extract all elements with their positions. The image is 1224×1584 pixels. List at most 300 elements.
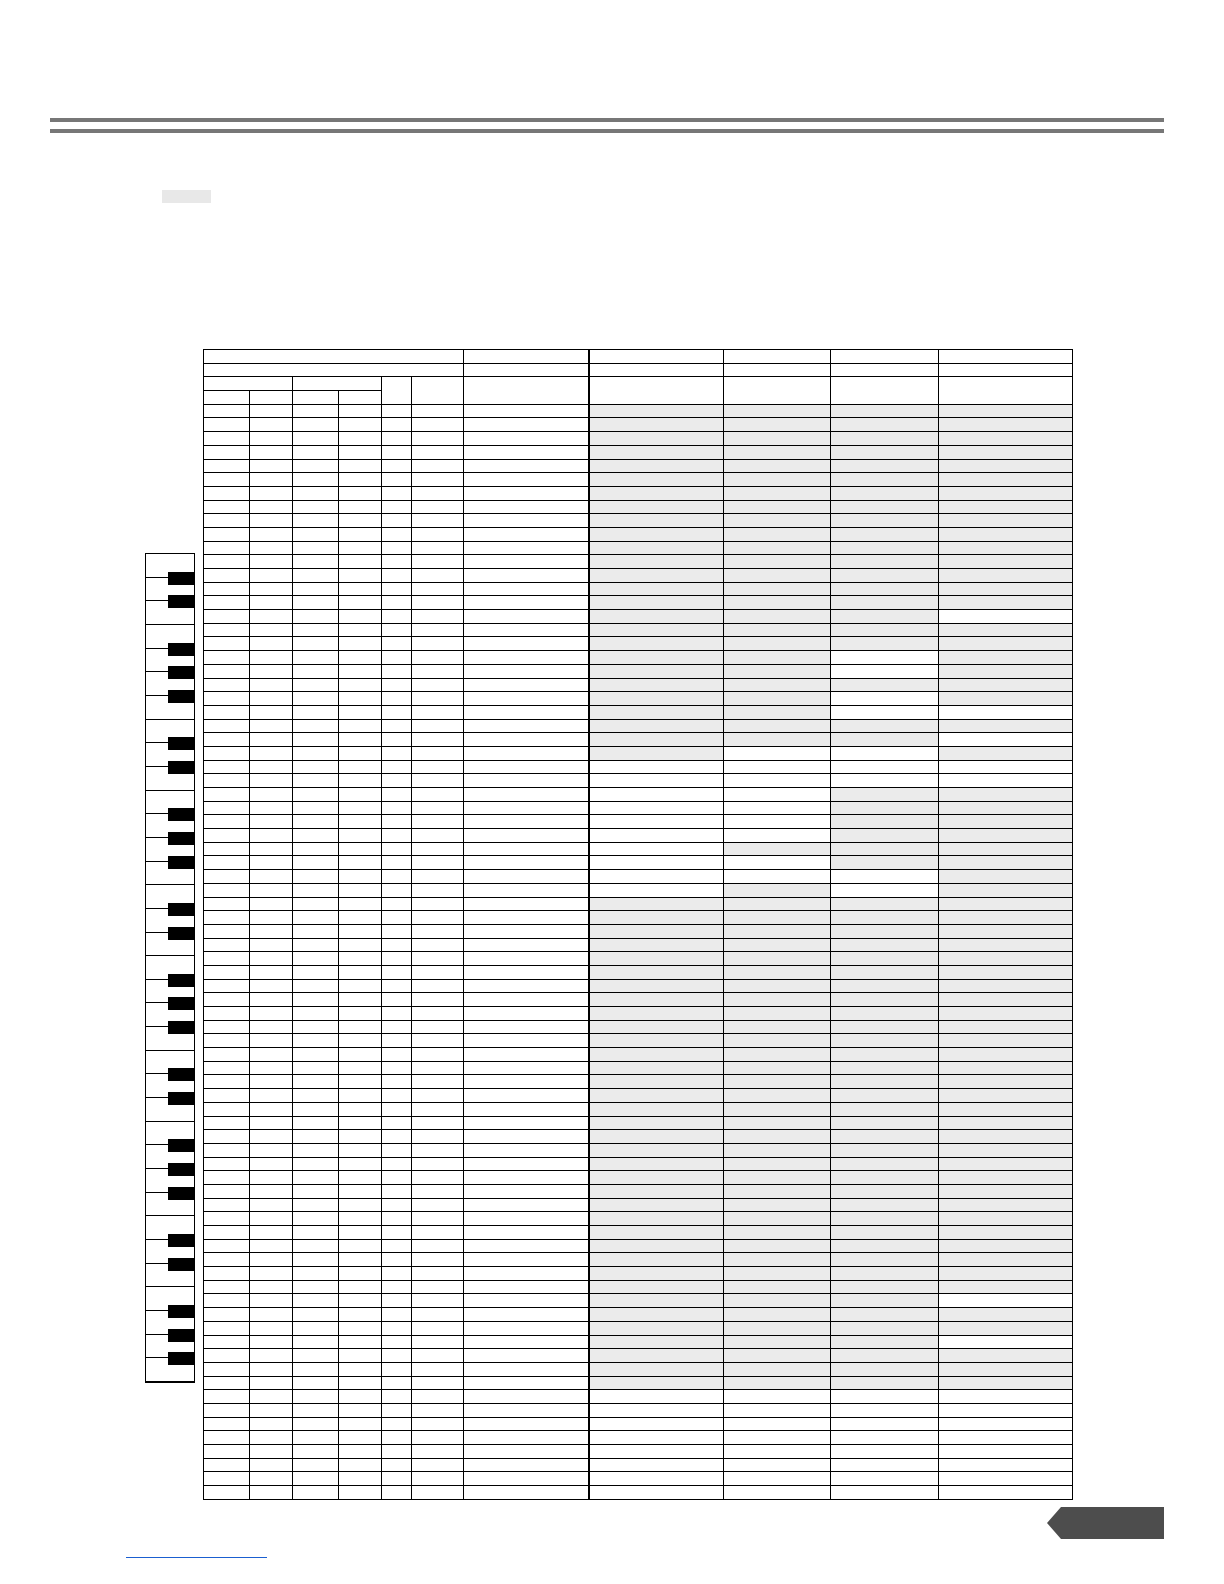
table-cell: [939, 1130, 1073, 1144]
table-cell: [412, 870, 464, 884]
header-rule-top: [50, 118, 1164, 122]
table-cell: [293, 1143, 339, 1157]
table-cell: [412, 1198, 464, 1212]
table-cell: [589, 445, 724, 459]
table-cell: [939, 897, 1073, 911]
table-cell: [293, 1061, 339, 1075]
table-cell: [831, 1143, 939, 1157]
table-row: [204, 842, 1073, 856]
table-row: [204, 1417, 1073, 1431]
table-cell: [293, 1280, 339, 1294]
table-row: [204, 1034, 1073, 1048]
table-cell: [724, 1445, 831, 1459]
table-cell: [589, 870, 724, 884]
black-key: [168, 974, 194, 987]
black-key: [168, 808, 194, 821]
table-cell: [339, 1061, 382, 1075]
table-cell: [250, 1061, 293, 1075]
table-cell: [464, 350, 589, 364]
table-cell: [464, 952, 589, 966]
table-cell: [382, 1184, 412, 1198]
table-cell: [724, 1390, 831, 1404]
table-cell: [293, 637, 339, 651]
table-cell: [250, 1376, 293, 1390]
table-row: [204, 1102, 1073, 1116]
table-cell: [589, 1143, 724, 1157]
table-cell: [939, 1376, 1073, 1390]
table-cell: [339, 514, 382, 528]
table-cell: [250, 1321, 293, 1335]
table-cell: [724, 1007, 831, 1021]
table-row: [204, 404, 1073, 418]
table-cell: [339, 1431, 382, 1445]
table-cell: [382, 1280, 412, 1294]
table-cell: [464, 1267, 589, 1281]
table-cell: [831, 760, 939, 774]
table-row: [204, 377, 1073, 391]
table-cell: [589, 418, 724, 432]
table-cell: [464, 774, 589, 788]
table-cell: [412, 1143, 464, 1157]
table-cell: [831, 1267, 939, 1281]
table-cell: [831, 829, 939, 843]
table-cell: [724, 883, 831, 897]
table-cell: [204, 1321, 250, 1335]
table-cell: [589, 760, 724, 774]
table-cell: [339, 1294, 382, 1308]
table-cell: [724, 719, 831, 733]
table-cell: [831, 473, 939, 487]
table-cell: [339, 1048, 382, 1062]
table-cell: [339, 637, 382, 651]
table-cell: [204, 582, 250, 596]
table-cell: [293, 705, 339, 719]
table-cell: [339, 1321, 382, 1335]
table-cell: [589, 829, 724, 843]
table-cell: [382, 1034, 412, 1048]
table-cell: [412, 1417, 464, 1431]
table-cell: [412, 1048, 464, 1062]
table-row: [204, 1390, 1073, 1404]
black-key: [168, 595, 194, 608]
table-row: [204, 555, 1073, 569]
table-cell: [831, 965, 939, 979]
table-cell: [382, 1102, 412, 1116]
table-cell: [589, 883, 724, 897]
table-row: [204, 1253, 1073, 1267]
table-cell: [412, 637, 464, 651]
table-cell: [293, 1075, 339, 1089]
table-cell: [382, 1335, 412, 1349]
table-cell: [382, 733, 412, 747]
table-cell: [204, 445, 250, 459]
table-cell: [204, 1349, 250, 1363]
table-cell: [339, 1267, 382, 1281]
table-cell: [204, 788, 250, 802]
table-cell: [204, 801, 250, 815]
table-cell: [382, 897, 412, 911]
table-cell: [831, 610, 939, 624]
table-cell: [939, 1061, 1073, 1075]
table-cell: [939, 1184, 1073, 1198]
table-cell: [831, 993, 939, 1007]
table-cell: [250, 514, 293, 528]
table-cell: [382, 1075, 412, 1089]
table-row: [204, 486, 1073, 500]
table-cell: [339, 979, 382, 993]
table-cell: [293, 719, 339, 733]
table-cell: [293, 1472, 339, 1486]
table-cell: [589, 678, 724, 692]
table-cell: [382, 500, 412, 514]
table-cell: [589, 610, 724, 624]
table-cell: [724, 1362, 831, 1376]
table-cell: [293, 692, 339, 706]
footer-link[interactable]: [126, 1557, 267, 1558]
table-cell: [412, 610, 464, 624]
table-row: [204, 883, 1073, 897]
table-row: [204, 952, 1073, 966]
table-cell: [589, 1212, 724, 1226]
table-row: [204, 1376, 1073, 1390]
table-cell: [412, 541, 464, 555]
table-cell: [589, 1472, 724, 1486]
table-cell: [382, 829, 412, 843]
table-cell: [724, 555, 831, 569]
table-cell: [831, 1226, 939, 1240]
table-cell: [589, 1390, 724, 1404]
table-row: [204, 993, 1073, 1007]
table-cell: [250, 788, 293, 802]
table-cell: [204, 527, 250, 541]
table-cell: [939, 883, 1073, 897]
table-cell: [831, 870, 939, 884]
table-cell: [382, 856, 412, 870]
table-row: [204, 596, 1073, 610]
table-cell: [939, 1075, 1073, 1089]
table-cell: [412, 1171, 464, 1185]
table-cell: [464, 979, 589, 993]
table-cell: [831, 363, 939, 377]
table-cell: [204, 815, 250, 829]
table-cell: [831, 445, 939, 459]
table-cell: [831, 952, 939, 966]
table-cell: [204, 883, 250, 897]
table-cell: [831, 938, 939, 952]
table-cell: [250, 1102, 293, 1116]
table-cell: [293, 1226, 339, 1240]
table-cell: [464, 363, 589, 377]
table-cell: [724, 705, 831, 719]
table-cell: [382, 623, 412, 637]
table-cell: [724, 1020, 831, 1034]
table-row: [204, 774, 1073, 788]
table-cell: [464, 1048, 589, 1062]
table-cell: [724, 1253, 831, 1267]
table-cell: [293, 1294, 339, 1308]
table-cell: [382, 1253, 412, 1267]
table-cell: [412, 1253, 464, 1267]
table-cell: [204, 363, 464, 377]
table-cell: [831, 582, 939, 596]
table-cell: [250, 1226, 293, 1240]
table-cell: [589, 569, 724, 583]
table-cell: [382, 1294, 412, 1308]
table-cell: [831, 596, 939, 610]
table-cell: [412, 938, 464, 952]
table-cell: [939, 678, 1073, 692]
table-cell: [724, 1472, 831, 1486]
table-cell: [831, 1417, 939, 1431]
table-cell: [464, 897, 589, 911]
table-cell: [204, 692, 250, 706]
black-key: [168, 856, 194, 869]
table-cell: [293, 1007, 339, 1021]
table-cell: [412, 1020, 464, 1034]
table-cell: [589, 377, 724, 404]
table-cell: [412, 678, 464, 692]
table-row: [204, 1294, 1073, 1308]
table-cell: [250, 965, 293, 979]
table-cell: [339, 1102, 382, 1116]
table-cell: [831, 1089, 939, 1103]
table-cell: [939, 1321, 1073, 1335]
table-row: [204, 363, 1073, 377]
table-cell: [293, 623, 339, 637]
table-cell: [382, 664, 412, 678]
table-cell: [412, 733, 464, 747]
table-row: [204, 1267, 1073, 1281]
table-cell: [724, 1417, 831, 1431]
table-cell: [204, 1458, 250, 1472]
table-cell: [724, 965, 831, 979]
table-cell: [293, 1267, 339, 1281]
table-cell: [293, 1458, 339, 1472]
table-cell: [204, 1486, 250, 1500]
table-cell: [382, 1321, 412, 1335]
table-cell: [464, 856, 589, 870]
table-cell: [464, 664, 589, 678]
table-cell: [939, 432, 1073, 446]
table-cell: [382, 1212, 412, 1226]
table-cell: [412, 1486, 464, 1500]
table-cell: [464, 815, 589, 829]
table-row: [204, 1403, 1073, 1417]
table-row: [204, 801, 1073, 815]
table-cell: [939, 924, 1073, 938]
table-cell: [204, 1048, 250, 1062]
table-cell: [412, 432, 464, 446]
table-cell: [589, 350, 724, 364]
table-cell: [724, 459, 831, 473]
table-cell: [382, 582, 412, 596]
table-cell: [204, 637, 250, 651]
table-cell: [204, 555, 250, 569]
table-cell: [724, 979, 831, 993]
table-cell: [339, 500, 382, 514]
table-cell: [382, 1349, 412, 1363]
table-cell: [724, 1171, 831, 1185]
table-cell: [293, 746, 339, 760]
table-cell: [250, 692, 293, 706]
table-cell: [464, 1089, 589, 1103]
table-cell: [939, 993, 1073, 1007]
table-cell: [412, 1075, 464, 1089]
table-cell: [204, 678, 250, 692]
table-cell: [339, 1198, 382, 1212]
table-cell: [589, 1184, 724, 1198]
table-cell: [724, 610, 831, 624]
table-cell: [339, 527, 382, 541]
table-cell: [589, 1458, 724, 1472]
table-row: [204, 1445, 1073, 1459]
table-cell: [589, 527, 724, 541]
table-cell: [412, 404, 464, 418]
table-cell: [204, 664, 250, 678]
table-cell: [939, 1157, 1073, 1171]
table-row: [204, 1486, 1073, 1500]
table-cell: [831, 856, 939, 870]
table-cell: [464, 1253, 589, 1267]
table-cell: [293, 965, 339, 979]
table-cell: [464, 1445, 589, 1459]
table-cell: [339, 1143, 382, 1157]
table-cell: [464, 1486, 589, 1500]
table-cell: [412, 1280, 464, 1294]
table-cell: [412, 801, 464, 815]
table-cell: [382, 596, 412, 610]
table-cell: [412, 1294, 464, 1308]
table-row: [204, 473, 1073, 487]
table-cell: [204, 1431, 250, 1445]
table-cell: [831, 1034, 939, 1048]
table-cell: [382, 938, 412, 952]
table-cell: [382, 541, 412, 555]
table-cell: [589, 541, 724, 555]
table-cell: [464, 911, 589, 925]
table-cell: [339, 459, 382, 473]
table-cell: [939, 1253, 1073, 1267]
table-cell: [724, 952, 831, 966]
table-cell: [293, 938, 339, 952]
table-cell: [339, 692, 382, 706]
table-cell: [293, 1390, 339, 1404]
table-cell: [464, 1239, 589, 1253]
table-cell: [724, 897, 831, 911]
table-row: [204, 459, 1073, 473]
table-cell: [939, 1403, 1073, 1417]
table-cell: [250, 1130, 293, 1144]
table-cell: [382, 760, 412, 774]
table-cell: [250, 555, 293, 569]
table-cell: [589, 733, 724, 747]
table-row: [204, 746, 1073, 760]
table-cell: [339, 788, 382, 802]
table-cell: [589, 842, 724, 856]
table-cell: [339, 1212, 382, 1226]
table-cell: [382, 801, 412, 815]
table-cell: [204, 377, 293, 391]
table-cell: [204, 952, 250, 966]
table-cell: [589, 486, 724, 500]
table-cell: [339, 938, 382, 952]
table-cell: [464, 418, 589, 432]
table-cell: [339, 965, 382, 979]
table-cell: [464, 705, 589, 719]
table-row: [204, 350, 1073, 364]
table-cell: [382, 883, 412, 897]
table-cell: [589, 473, 724, 487]
table-cell: [831, 1253, 939, 1267]
table-cell: [382, 1458, 412, 1472]
table-cell: [412, 705, 464, 719]
table-cell: [293, 829, 339, 843]
table-cell: [382, 815, 412, 829]
black-key: [168, 927, 194, 940]
table-cell: [464, 569, 589, 583]
table-cell: [831, 1403, 939, 1417]
table-cell: [293, 774, 339, 788]
table-cell: [589, 897, 724, 911]
table-cell: [939, 527, 1073, 541]
table-cell: [939, 377, 1073, 404]
table-cell: [293, 1212, 339, 1226]
table-cell: [204, 993, 250, 1007]
table-cell: [831, 1349, 939, 1363]
table-cell: [250, 596, 293, 610]
table-cell: [250, 815, 293, 829]
table-cell: [464, 870, 589, 884]
table-cell: [724, 1143, 831, 1157]
table-cell: [204, 1390, 250, 1404]
table-cell: [724, 1116, 831, 1130]
table-cell: [339, 883, 382, 897]
table-cell: [724, 1321, 831, 1335]
table-cell: [831, 623, 939, 637]
table-row: [204, 733, 1073, 747]
table-cell: [293, 514, 339, 528]
black-key: [168, 1139, 194, 1152]
table-cell: [831, 1376, 939, 1390]
table-cell: [464, 445, 589, 459]
table-cell: [589, 1280, 724, 1294]
table-row: [204, 1089, 1073, 1103]
table-cell: [939, 445, 1073, 459]
table-cell: [939, 938, 1073, 952]
table-cell: [412, 664, 464, 678]
table-cell: [382, 486, 412, 500]
table-cell: [204, 1362, 250, 1376]
table-cell: [464, 1321, 589, 1335]
table-cell: [339, 1226, 382, 1240]
table-cell: [382, 1089, 412, 1103]
table-cell: [412, 1472, 464, 1486]
table-row: [204, 788, 1073, 802]
table-cell: [939, 1226, 1073, 1240]
table-cell: [293, 1020, 339, 1034]
table-cell: [589, 965, 724, 979]
table-cell: [724, 829, 831, 843]
table-cell: [250, 1472, 293, 1486]
table-cell: [204, 1116, 250, 1130]
table-cell: [412, 555, 464, 569]
table-cell: [589, 1130, 724, 1144]
table-cell: [589, 1445, 724, 1459]
table-cell: [724, 746, 831, 760]
table-cell: [293, 664, 339, 678]
table-cell: [204, 1280, 250, 1294]
black-key: [168, 761, 194, 774]
